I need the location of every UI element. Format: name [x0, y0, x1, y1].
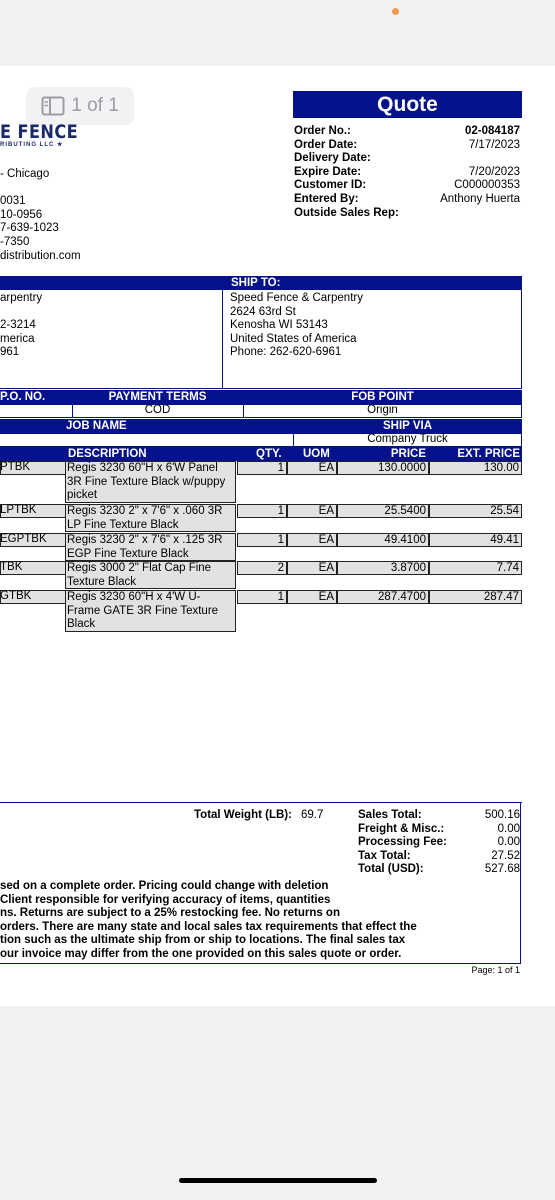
bill-to-line: [0, 306, 42, 320]
status-dot: [392, 8, 399, 15]
item-description-line: Regis 3230 60"H x 6'W Panel: [67, 462, 218, 474]
item-description: [65, 461, 236, 503]
totals-label: Total (USD):: [358, 863, 424, 876]
item-description-line: Black: [67, 618, 96, 631]
note-line: sed on a complete order. Pricing could change with deletion: [0, 880, 329, 892]
order-number: 02-084187: [465, 125, 520, 137]
page-footer: Page: 1 of 1: [471, 965, 520, 975]
note-line: orders. There are many state and local sales tax requirements that effect the: [0, 920, 417, 933]
item-description: [65, 533, 236, 561]
quote-label: Outside Sales Rep:: [294, 206, 399, 219]
quote-values: [420, 125, 520, 220]
totals-label: Processing Fee:: [358, 836, 447, 849]
ship-to-header: SHIP TO:: [231, 277, 281, 289]
description-header: DESCRIPTION: [68, 448, 147, 460]
item-ext-price: 7.74: [429, 561, 522, 575]
totals-label: Sales Total:: [358, 809, 422, 821]
quote-label: Order Date:: [294, 138, 358, 151]
order-date: 7/17/2023: [468, 138, 520, 151]
item-qty: 1: [237, 461, 287, 475]
item-description: [65, 504, 236, 532]
qty-header: QTY.: [256, 448, 282, 460]
quote-label: Expire Date:: [294, 165, 362, 178]
home-indicator[interactable]: [179, 1178, 377, 1183]
grand-total: 527.68: [484, 863, 520, 876]
ext-price-header: EXT. PRICE: [457, 448, 520, 460]
item-qty: 2: [237, 561, 287, 575]
company-line: distribution.com: [0, 249, 81, 262]
bill-to-line: arpentry: [0, 292, 43, 304]
note-line: our invoice may differ from the one provided on this sales quote or order.: [0, 947, 402, 960]
note-line: Client responsible for verifying accuracy of items, quantities: [0, 893, 331, 906]
terms-notes: [0, 880, 417, 962]
freight-misc: 0.00: [497, 822, 520, 835]
item-price: 49.4100: [337, 533, 429, 547]
customer-id: C000000353: [454, 179, 520, 192]
ship-to-address: [230, 292, 363, 360]
item-description-line: Regis 3230 2" x 7'6" x .125 3R: [67, 534, 223, 546]
expire-date: 7/20/2023: [468, 165, 520, 178]
bill-to-line: merica: [0, 332, 35, 345]
payment-terms-value: COD: [144, 404, 171, 416]
company-line: - Chicago: [0, 168, 50, 180]
item-description-line: LP Fine Texture Black: [67, 518, 179, 531]
item-ext-price: 287.47: [429, 590, 522, 604]
processing-fee: 0.00: [497, 836, 520, 849]
page-indicator-label: 1 of 1: [71, 95, 119, 116]
company-line: -7350: [0, 235, 30, 248]
delivery-date: [420, 152, 520, 166]
page-indicator[interactable]: [26, 87, 134, 125]
totals-values: [440, 809, 520, 877]
ship-to-line: United States of America: [230, 332, 357, 345]
quote-labels: [294, 125, 399, 220]
ship-to-line: 2624 63rd St: [230, 305, 296, 318]
fob-point-value: Origin: [367, 404, 398, 416]
item-uom: EA: [287, 461, 337, 475]
bill-to-line: 2-3214: [0, 319, 36, 332]
totals-label: Tax Total:: [358, 849, 411, 862]
note-line: ns. Returns are subject to a 25% restocking fee. No returns on: [0, 907, 340, 920]
payment-terms-header: PAYMENT TERMS: [108, 391, 207, 403]
item-description-line: Frame GATE 3R Fine Texture: [67, 604, 219, 617]
tax-total: 27.52: [491, 849, 520, 862]
outside-sales-rep: [420, 207, 520, 221]
item-description-line: Regis 3230 2" x 7'6" x .060 3R: [67, 505, 223, 517]
job-name-header: JOB NAME: [66, 420, 127, 432]
item-price: 130.0000: [337, 461, 429, 475]
item-description-line: EGP Fine Texture Black: [67, 547, 189, 560]
totals-labels: [358, 809, 447, 877]
item-uom: EA: [287, 561, 337, 575]
company-line: 7-639-1023: [0, 222, 59, 235]
item-ext-price: 25.54: [429, 504, 522, 518]
item-description-line: Regis 3230 60"H x 4'W U-: [67, 591, 201, 603]
company-line: [0, 182, 81, 196]
price-header: PRICE: [390, 448, 426, 460]
item-code: LPTBK: [0, 504, 37, 516]
company-logo: E FENCE: [0, 121, 79, 143]
company-line: 0031: [0, 195, 26, 208]
item-description-line: picket: [67, 489, 98, 502]
totals-label: Freight & Misc.:: [358, 822, 445, 835]
company-line: 10-0956: [0, 208, 43, 221]
quote-label: Delivery Date:: [294, 152, 371, 165]
bill-to-line: 961: [0, 346, 20, 359]
item-code: EGPTBK: [0, 533, 47, 545]
item-ext-price: 49.41: [429, 533, 522, 547]
quote-title: Quote: [293, 91, 522, 118]
item-uom: EA: [287, 590, 337, 604]
item-price: 25.5400: [337, 504, 429, 518]
quote-label: Entered By:: [294, 192, 359, 205]
item-price: 3.8700: [337, 561, 429, 575]
item-description-line: Texture Black: [67, 575, 137, 588]
sales-total: 500.16: [484, 809, 520, 821]
item-description: [65, 590, 236, 632]
ship-to-line: Speed Fence & Carpentry: [230, 292, 363, 304]
ship-via-header: SHIP VIA: [383, 420, 432, 432]
item-uom: EA: [287, 533, 337, 547]
total-weight-label: Total Weight (LB):: [194, 809, 292, 821]
item-qty: 1: [237, 590, 287, 604]
ship-via-value: Company Truck: [367, 433, 448, 445]
item-description-line: 3R Fine Texture Black w/puppy: [67, 475, 226, 488]
bill-to-address: [0, 292, 42, 360]
quote-label: Customer ID:: [294, 179, 367, 192]
page-icon: [41, 96, 65, 116]
item-description: [65, 561, 236, 589]
item-qty: 1: [237, 533, 287, 547]
item-qty: 1: [237, 504, 287, 518]
item-code: PTBK: [0, 461, 31, 473]
item-description-line: Regis 3000 2" Flat Cap Fine: [67, 562, 212, 574]
item-uom: EA: [287, 504, 337, 518]
total-weight-value: 69.7: [301, 809, 324, 821]
item-ext-price: 130.00: [429, 461, 522, 475]
item-price: 287.4700: [337, 590, 429, 604]
entered-by: Anthony Huerta: [440, 192, 520, 205]
ship-to-line: Phone: 262-620-6961: [230, 346, 342, 359]
note-line: tion such as the ultimate ship from or ship to locations. The final sales tax: [0, 934, 406, 947]
fob-point-header: FOB POINT: [351, 391, 414, 403]
ship-to-line: Kenosha WI 53143: [230, 319, 328, 332]
company-address: [0, 168, 81, 263]
item-code: GTBK: [0, 590, 32, 602]
uom-header: UOM: [303, 448, 330, 460]
quote-label: Order No.:: [294, 125, 351, 137]
company-logo-sub: RIBUTING LLC ★: [0, 142, 64, 148]
item-code: TBK: [0, 561, 23, 573]
po-header: P.O. NO.: [0, 391, 46, 403]
